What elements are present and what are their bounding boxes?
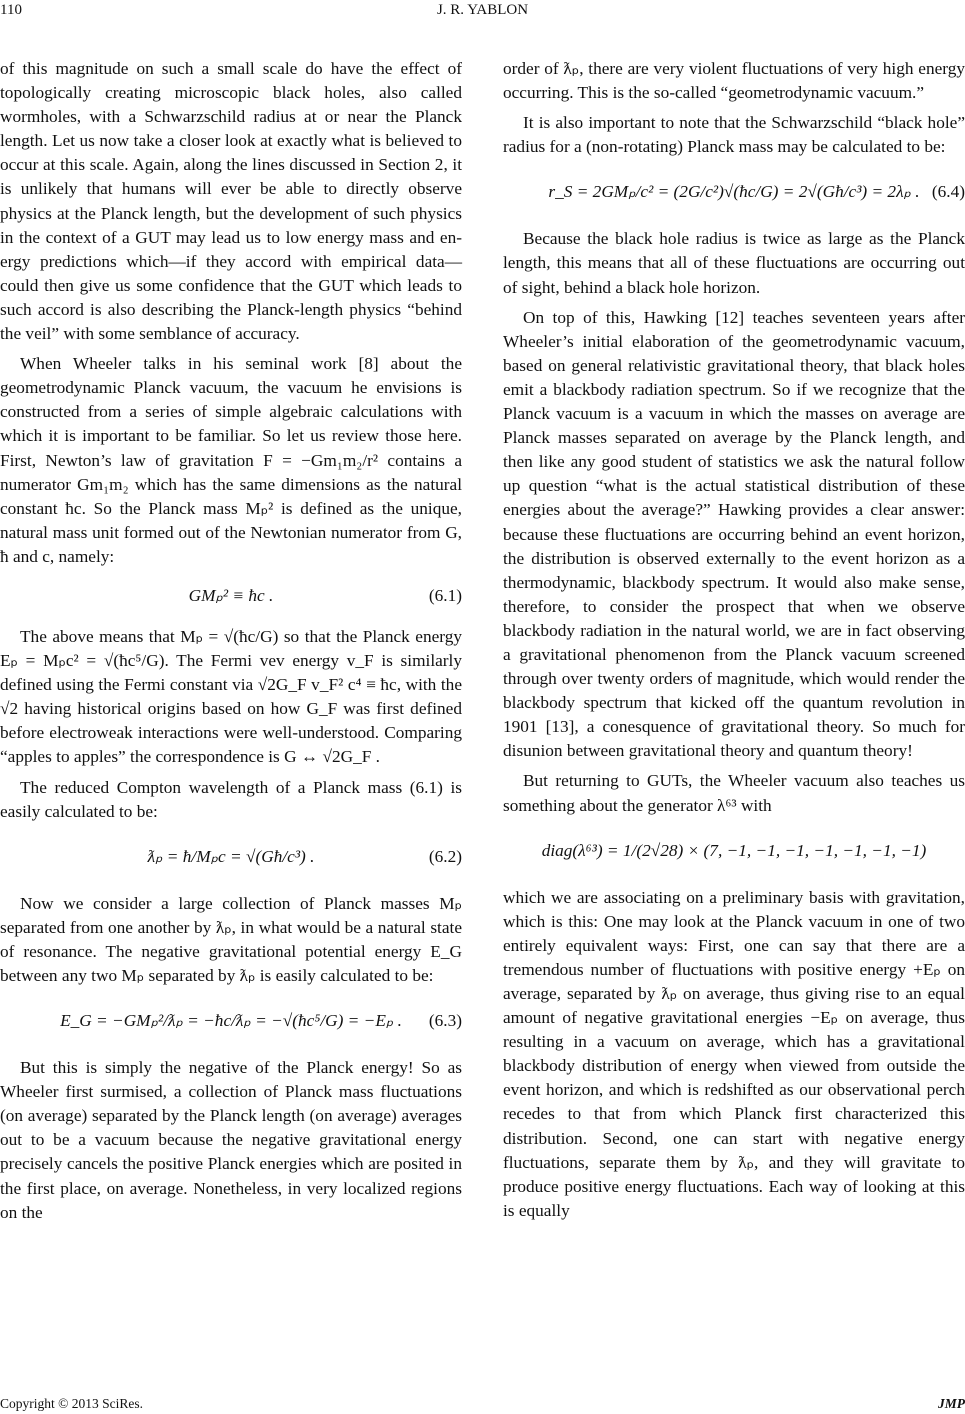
page-number: 110 [0, 2, 22, 18]
paragraph: When Wheeler talks in his seminal work [8] about the geometrodynamic Planck vacuum, the vacuum he envisions is constructed from a series of simple algebraic calculations with which it is important to be familiar. So let us review those here. First, Newton’s law of gravitation F = −Gm₁m₂/r² contains a numerator Gm₁m₂ which has the same dimensions as the natural constant ħc. So the Planck mass Mₚ² is defined as the unique, natural mass unit formed out of the Newtonian numerator from G, ħ and c, namely: [0, 354, 462, 566]
equation-body: E_G = −GMₚ²/ƛₚ = −ħc/ƛₚ = −√(ħc⁵/G) = −Eₚ . [60, 1011, 402, 1031]
paragraph: On top of this, Hawking [12] teaches seventeen years after Wheeler’s initial elaboration of the geometrodynamic vacuum, based on general relativistic gravitational theory, that black holes emit a blackbody radiation spectrum. So if we recognize that the Planck vacuum is a vacuum in which the masses on average are Planck masses separated on average by the Planck length, and then like any good student of statistics we ask the natural follow up question “what is the actual statistical distribution of these energies about the average?” Hawking provides a clear answer: because these fluctuations are occurring behind an event horizon, the distribution is observed externally to the event horizon as a thermodynamic, blackbody spectrum. It would also make sense, therefore, to consider the prospect that when we observe blackbody radiation in the natural world, we are in fact observing a gravitational phenomenon from the Planck vacuum screened through over twenty orders of magnitude, which would render the blackbody spectrum that kicked off the quantum revolution in 1901 [13], a conesquence of gravitational theory. So much for disunion between gravitational theory and quantum theory! [503, 307, 965, 761]
equation-number: (6.2) [428, 846, 462, 866]
left-column [0, 57, 462, 1231]
paragraph: which we are associating on a preliminary basis with gravitation, which is this: One may look at the Planck vacuum in one of two entirely equivalent ways: First, one can say that there are a tremendous number of fluctuations with positive energy +Eₚ on average, separated by ƛₚ on average, thus giving rise to an equal amount of negative gravitational energies −Eₚ on average, thus resulting in a vacuum on average, which has a gravitational blackbody distribution of energy when viewed from outside the event horizon, and which is redshifted as our observational perch recedes to that from which Planck first characterized this distribution. Second, one can start with negative energy fluctuations, separate them by ƛₚ, and they will gravitate to produce positive energy fluctuations. Each way of looking at this is equally [503, 887, 965, 1220]
equation-number: (6.1) [428, 585, 462, 605]
paragraph: The reduced Compton wavelength of a Planck mass (6.1) is easily calculated to be: [0, 777, 462, 821]
copyright: Copyright © 2013 SciRes. [0, 1396, 144, 1411]
equation-6-4 [503, 177, 965, 207]
equation-body: r_S = 2GMₚ/c² = (2G/c²)√(ħc/G) = 2√(Għ/c³) = 2λₚ . [548, 182, 920, 202]
journal-abbrev: JMP [938, 1396, 965, 1411]
paragraph: Now we consider a large collection of Planck masses Mₚ separated from one another by ƛₚ, in what would be a natural state of resonance. The negative gravitational potential energy E_G between any two Mₚ separated by ƛₚ is easily calculated to be: [0, 893, 462, 985]
paragraph: But returning to GUTs, the Wheeler vacuum also teaches us something about the generator λ⁶³ with [503, 771, 965, 815]
running-head-author: J. R. YABLON [436, 2, 529, 18]
paragraph: Because the black hole radius is twice as large as the Planck length, this means that all of these fluctuations are occurring out of sight, behind a black hole horizon. [503, 229, 965, 297]
paragraph: of this magnitude on such a small scale do have the effect of topologically creating microscopic black holes, also called wormholes, with a Schwarzschild radius at or near the Planck length. Let us now take a closer look at exactly what is believed to occur at this scale. Again, along the lines discussed in Section 2, it is unlikely that humans will ever be able to directly observe physics at the Planck length, but the development of such physics in the context of a GUT may lead us to low energy mass and energy predictions which—if they accord with empirical data—could then give us some confidence that the GUT which leads to such accord is also describing the Planck-length physics “behind the veil” with some semblance of accuracy. [0, 59, 462, 344]
equation-body: ƛₚ = ħ/Mₚc = √(Għ/c³) . [147, 846, 315, 866]
equation-body: diag(λ⁶³) = 1/(2√28) × (7, −1, −1, −1, −1, −1, −1, −1) [541, 840, 927, 860]
paragraph: But this is simply the negative of the Planck energy! So as Wheeler first surmised, a collection of Planck mass fluctuations (on average) separated by the Planck length (on average) averages out to be a vacuum because the negative gravitational energy precisely cancels the positive Planck energies which are posited in the first place, on average. Nonetheless, in very localized regions on the [0, 1058, 462, 1222]
equation-number: (6.4) [931, 182, 965, 202]
right-column [503, 57, 965, 1229]
equation-diag-lambda63 [503, 836, 965, 866]
paragraph: order of ƛₚ, there are very violent fluctuations of very high energy occurring. This is the so-called “geometrodynamic vacuum.” [503, 59, 965, 103]
equation-body: GMₚ² ≡ ħc . [188, 585, 274, 605]
equation-6-3 [0, 1006, 462, 1036]
equation-6-2 [0, 842, 462, 872]
equation-number: (6.3) [428, 1011, 462, 1031]
equation-6-1 [0, 581, 462, 611]
paragraph: It is also important to note that the Schwarzschild “black hole” radius for a (non-rotating) Planck mass may be calculated to be: [503, 113, 965, 157]
page-header [0, 0, 965, 22]
paragraph: The above means that Mₚ = √(ħc/G) so that the Planck energy Eₚ = Mₚc² = √(ħc⁵/G). The Fermi vev energy v_F is similarly defined using the Fermi constant via √2G_F v_F² c⁴ ≡ ħc, with the √2 having historical origins based on how G_F was first defined before electroweak interactions were well-understood. Comparing “apples to apples” the correspondence is G ↔ √2G_F . [0, 626, 462, 767]
